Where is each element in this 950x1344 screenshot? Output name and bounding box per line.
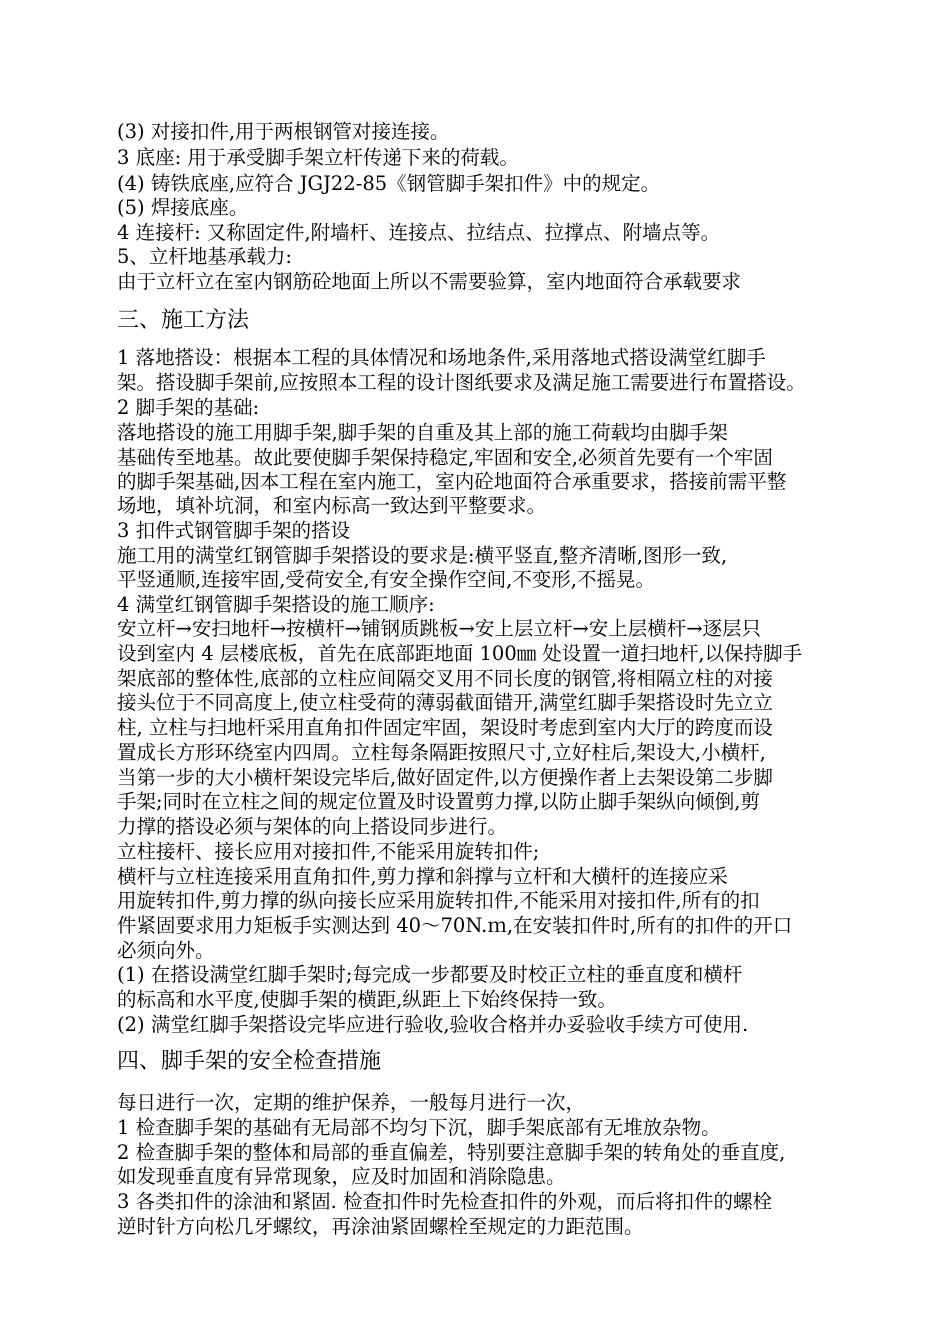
text-line: 的脚手架基础,因本工程在室内施工，室内砼地面符合承重要求，搭接前需平整 bbox=[117, 470, 787, 493]
text-line: 施工用的满堂红钢管脚手架搭设的要求是:横平竖直,整齐清晰,图形一致, bbox=[117, 544, 728, 567]
text-line: 3 扣件式钢管脚手架的搭设 bbox=[117, 519, 351, 542]
text-line: 如发现垂直度有异常现象，应及时加固和消除隐患。 bbox=[117, 1165, 566, 1188]
text-line: 基础传至地基。故此要使脚手架保持稳定,牢固和安全,必须首先要有一个牢固 bbox=[117, 446, 773, 469]
text-line: 2 脚手架的基础: bbox=[117, 396, 260, 419]
text-line: 柱, 立柱与扫地杆采用直角扣件固定牢固，架设时考虑到室内大厅的跨度而设 bbox=[117, 716, 773, 739]
text-line: 的标高和水平度,使脚手架的横距,纵距上下始终保持一致。 bbox=[117, 988, 617, 1011]
text-line: 每日进行一次，定期的维护保养，一般每月进行一次， bbox=[117, 1091, 586, 1114]
text-line: (5) 焊接底座。 bbox=[117, 196, 249, 219]
text-line: (2) 满堂红脚手架搭设完毕应进行验收,验收合格并办妥验收手续方可使用. bbox=[117, 1013, 749, 1036]
text-line: 接头位于不同高度上,使立柱受荷的薄弱截面错开,满堂红脚手架搭设时先立立 bbox=[117, 691, 773, 714]
text-line: (3) 对接扣件,用于两根钢管对接连接。 bbox=[117, 120, 450, 143]
text-line: 手架;同时在立柱之间的规定位置及时设置剪力撑,以防止脚手架纵向倾倒,剪 bbox=[117, 790, 760, 813]
text-line: 2 检查脚手架的整体和局部的垂直偏差，特别要注意脚手架的转角处的垂直度, bbox=[117, 1141, 786, 1164]
text-line: 用旋转扣件,剪力撑的纵向接长应采用旋转扣件,不能采用对接扣件,所有的扣 bbox=[117, 889, 760, 912]
text-line: 安立杆→安扫地杆→按横杆→铺钢质跳板→安上层立杆→安上层横杆→逐层只 bbox=[117, 617, 762, 640]
text-line: (1) 在搭设满堂红脚手架时;每完成一步都要及时校正立柱的垂直度和横杆 bbox=[117, 963, 743, 986]
text-line: (4) 铸铁底座,应符合 JGJ22-85《钢管脚手架扣件》中的规定。 bbox=[117, 172, 661, 195]
section-heading: 三、施工方法 bbox=[117, 308, 250, 333]
text-line: 设到室内 4 层楼底板，首先在底部距地面 100㎜ 处设置一道扫地杆,以保持脚手 bbox=[117, 642, 803, 665]
text-line: 架底部的整体性,底部的立柱应间隔交叉用不同长度的钢管,将相隔立柱的对接 bbox=[117, 667, 773, 690]
text-line: 1 落地搭设：根据本工程的具体情况和场地条件,采用落地式搭设满堂红脚手 bbox=[117, 346, 766, 369]
text-line: 必须向外。 bbox=[117, 939, 215, 962]
text-line: 力撑的搭设必须与架体的向上搭设同步进行。 bbox=[117, 815, 508, 838]
text-line: 逆时针方向松几牙螺纹，再涂油紧固螺栓至规定的力距范围。 bbox=[117, 1215, 644, 1238]
section-heading: 四、脚手架的安全检查措施 bbox=[117, 1049, 382, 1074]
text-line: 4 连接杆: 又称固定件,附墙杆、连接点、拉结点、拉撑点、附墙点等。 bbox=[117, 221, 721, 244]
text-line: 1 检查脚手架的基础有无局部不均匀下沉，脚手架底部有无堆放杂物。 bbox=[117, 1116, 721, 1139]
text-line: 架。搭设脚手架前,应按照本工程的设计图纸要求及满足施工需要进行布置搭设。 bbox=[117, 371, 806, 394]
text-line: 5、立杆地基承载力: bbox=[117, 245, 292, 268]
text-line: 3 各类扣件的涂油和紧固. 检查扣件时先检查扣件的外观，而后将扣件的螺栓 bbox=[117, 1190, 773, 1213]
text-line: 横杆与立柱连接采用直角扣件,剪力撑和斜撑与立杆和大横杆的连接应采 bbox=[117, 865, 728, 888]
text-line: 4 满堂红钢管脚手架搭设的施工顺序: bbox=[117, 593, 435, 616]
text-line: 立柱接杆、接长应用对接扣件,不能采用旋转扣件; bbox=[117, 840, 540, 863]
text-line: 当第一步的大小横杆架设完毕后,做好固定件,以方便操作者上去架设第二步脚 bbox=[117, 766, 773, 789]
text-line: 场地，填补坑洞，和室内标高一致达到平整要求。 bbox=[117, 494, 547, 517]
text-line: 3 底座: 用于承受脚手架立杆传递下来的荷载。 bbox=[117, 146, 519, 169]
text-line: 置成长方形环绕室内四周。立柱每条隔距按照尺寸,立好柱后,架设大,小横杆, bbox=[117, 741, 766, 764]
text-line: 由于立杆立在室内钢筋砼地面上所以不需要验算，室内地面符合承载要求 bbox=[117, 270, 742, 293]
text-line: 落地搭设的施工用脚手架,脚手架的自重及其上部的施工荷载均由脚手架 bbox=[117, 421, 728, 444]
text-line: 平竖通顺,连接牢固,受荷安全,有安全操作空间,不变形,不摇晃。 bbox=[117, 568, 655, 591]
text-line: 件紧固要求用力矩板手实测达到 40～70N.ｍ,在安装扣件时,所有的扣件的开口 bbox=[117, 914, 793, 937]
